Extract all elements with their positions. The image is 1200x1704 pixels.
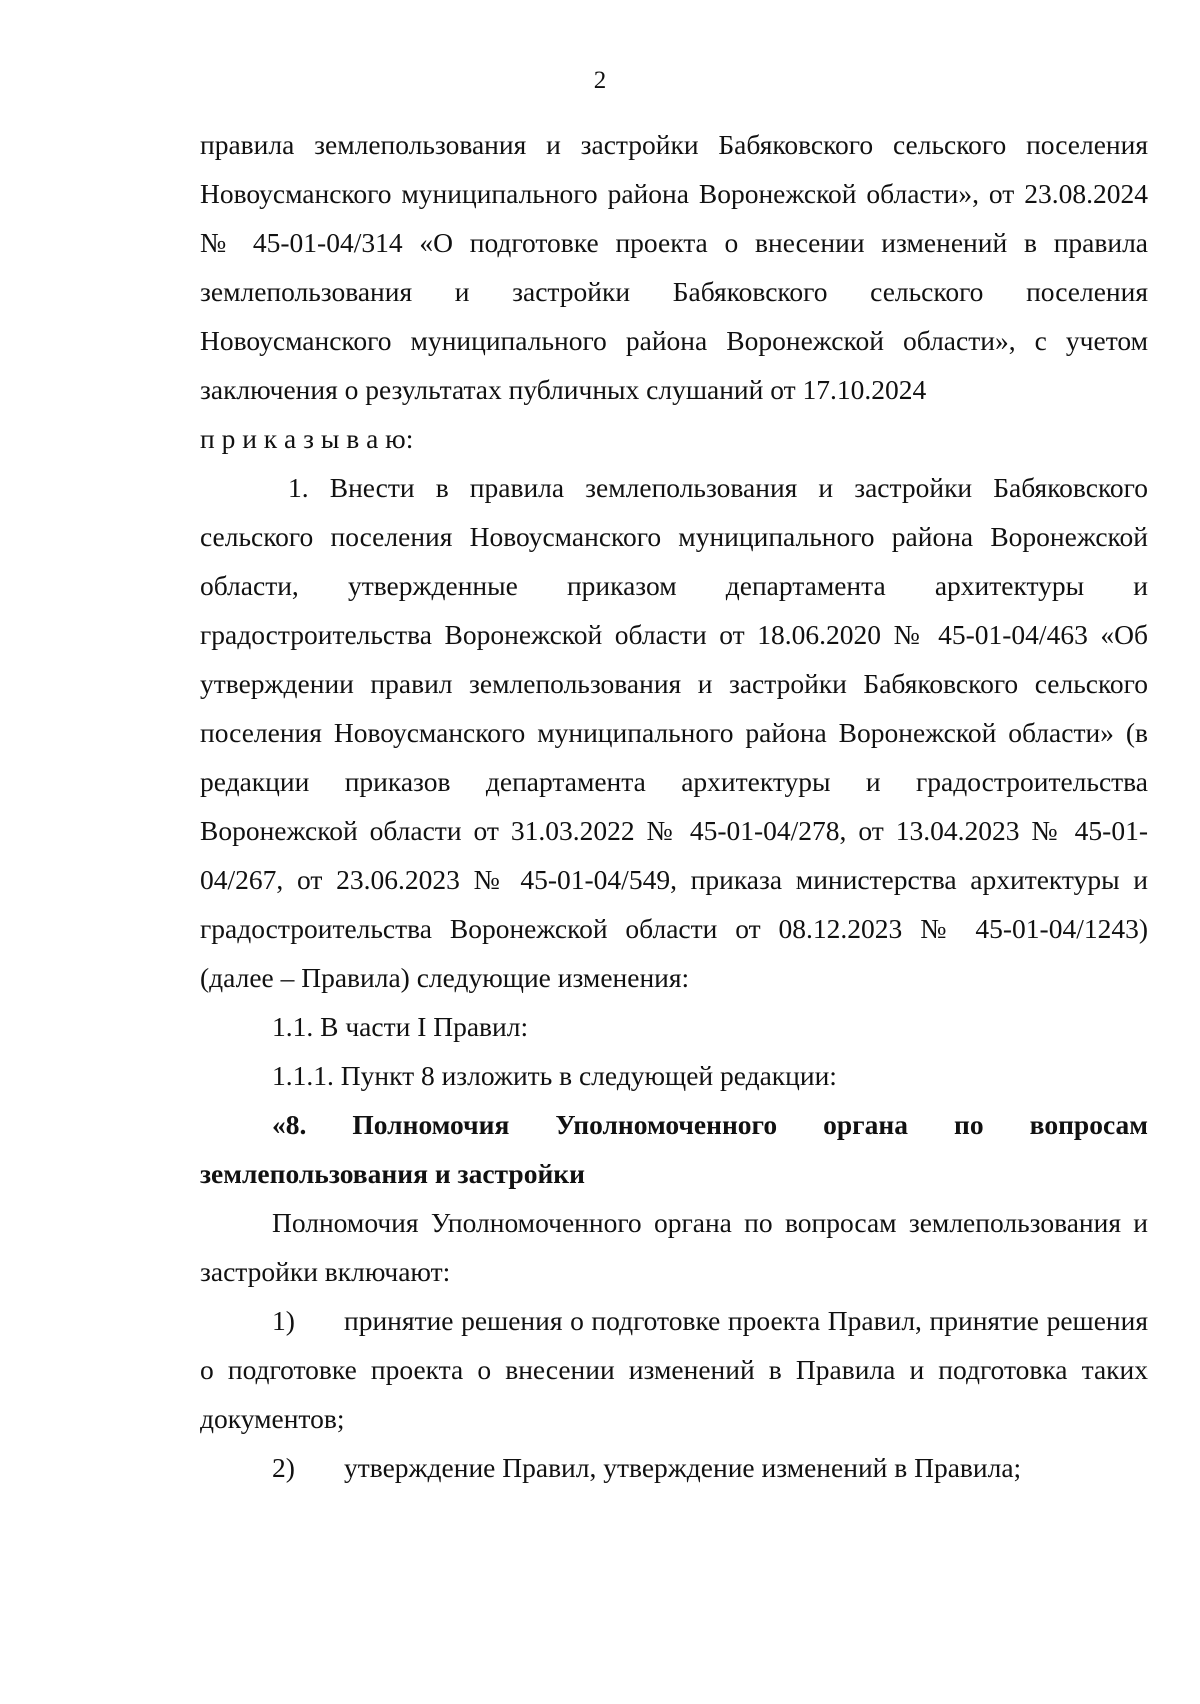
order-word: п р и к а з ы в а ю: — [200, 423, 414, 454]
powers-intro-paragraph: Полномочия Уполномоченного органа по вопросам землепользования и застройки включают: — [200, 1207, 1148, 1287]
list-item-number: 1) — [272, 1305, 295, 1336]
item-1-paragraph: 1. Внести в правила землепользования и застройки Бабяковского сельского поселения Новоусманского муниципального района Воронежской области, утвержденные приказом департамента архитектуры и градостроительства Воронежской области от 18.06.2020 № 45-01-04/463 «Об утверждении правил землепользования и застройки Бабяковского сельского поселения Новоусманского муниципального района Воронежской области» (в редакции приказов департамента архитектуры и градостроительства Воронежской области от 31.03.2022 № 45-01-04/278, от 13.04.2023 № 45-01-04/267, от 23.06.2023 № 45-01-04/549, приказа министерства архитектуры и градостроительства Воронежской области от 08.12.2023 № 45-01-04/1243) (далее – Правила) следующие изменения: — [200, 472, 1148, 993]
list-item-text: утверждение Правил, утверждение изменений в Правила; — [344, 1452, 1022, 1483]
intro-paragraph: правила землепользования и застройки Бабяковского сельского поселения Новоусманского муниципального района Воронежской области», от 23.08.2024 № 45-01-04/314 «О подготовке проекта о внесении изменений в правила землепользования и застройки Бабяковского сельского поселения Новоусманского муниципального района Воронежской области», с учетом заключения о результатах публичных слушаний от 17.10.2024 — [200, 129, 1148, 405]
section-heading: «8. Полномочия Уполномоченного органа по вопросам землепользования и застройки — [200, 1109, 1148, 1189]
item-1-1-paragraph: 1.1. В части I Правил: — [272, 1011, 529, 1042]
list-item — [200, 1443, 1148, 1492]
page-number: 2 — [593, 67, 607, 94]
item-1-1-1-paragraph: 1.1.1. Пункт 8 изложить в следующей редакции: — [272, 1060, 837, 1091]
list-item — [200, 1296, 1148, 1443]
list-item-text: принятие решения о подготовке проекта Правил, принятие решения о подготовке проекта о внесении изменений в Правила и подготовка таких документов; — [200, 1305, 1148, 1434]
document-body — [200, 120, 1148, 1492]
list-item-number: 2) — [272, 1452, 295, 1483]
